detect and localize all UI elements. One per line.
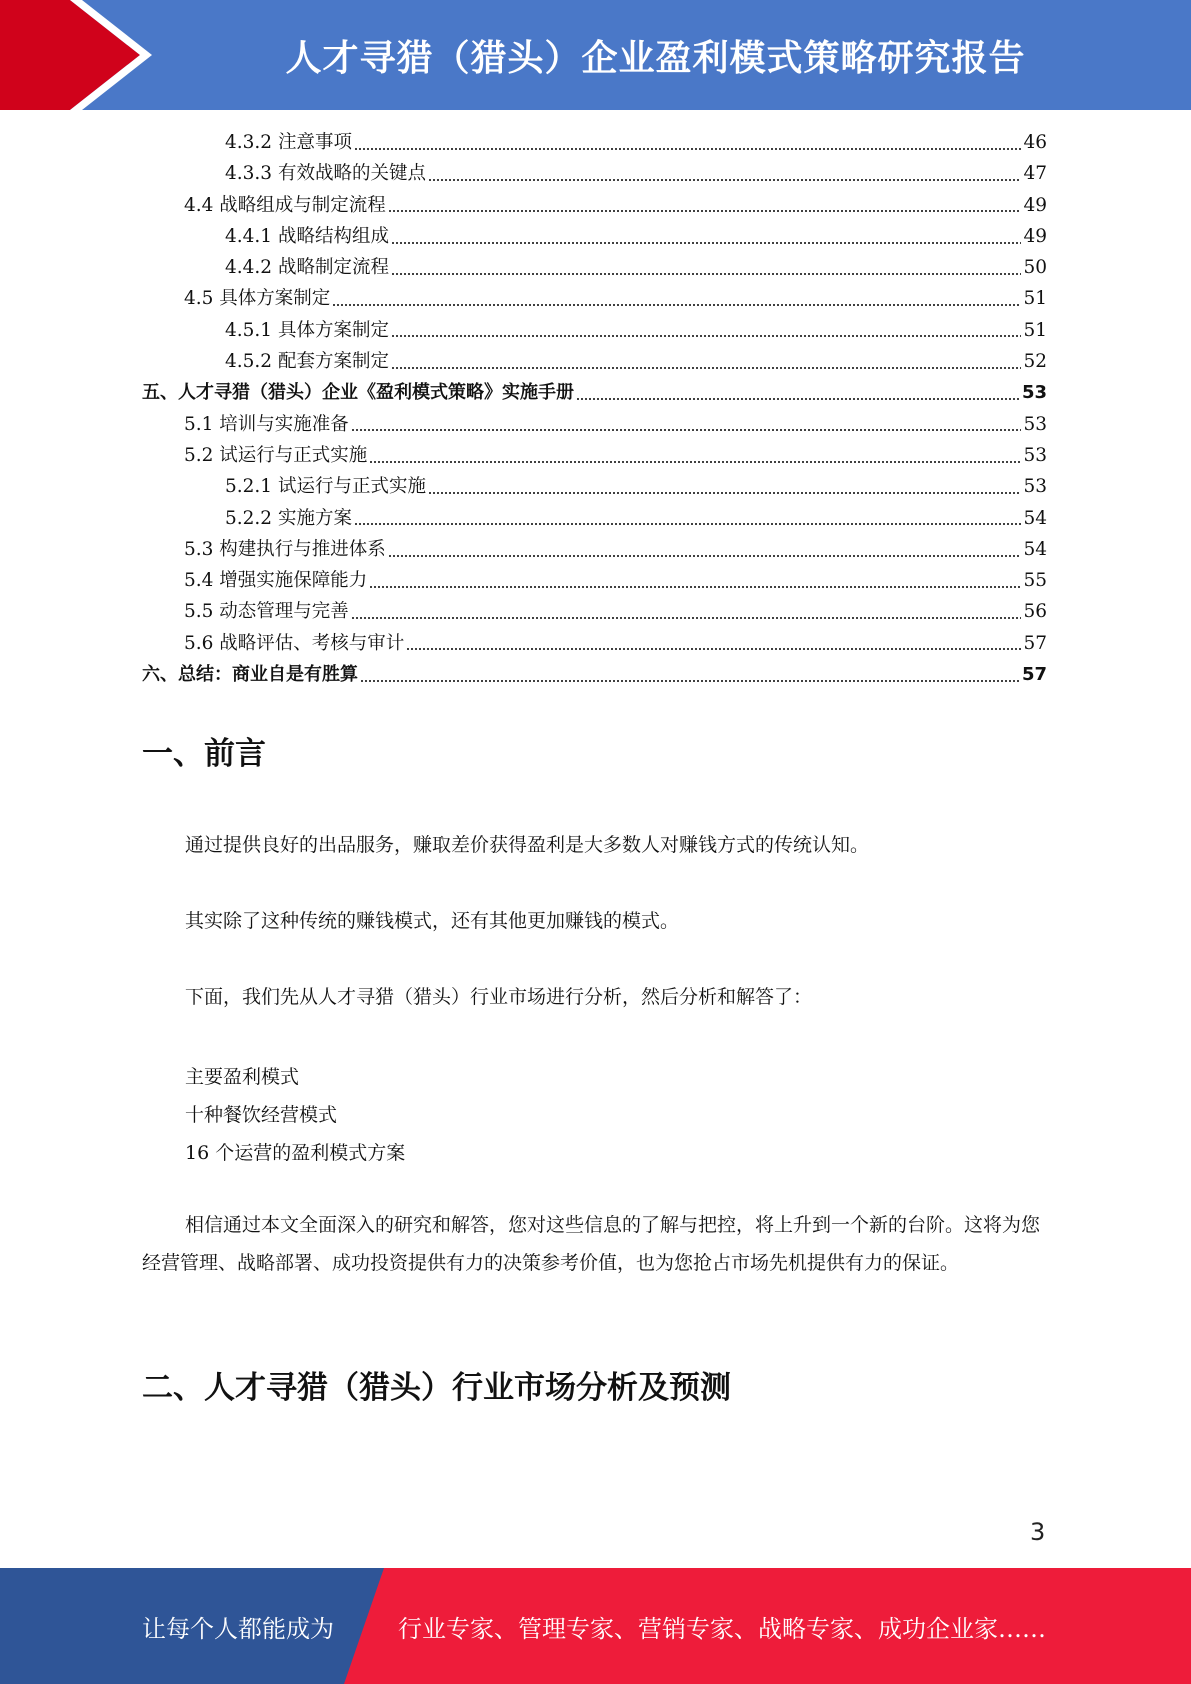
toc-leader-dots <box>388 210 1022 212</box>
toc-entry-label: 5.5 动态管理与完善 <box>184 601 349 623</box>
toc-entry[interactable] <box>142 409 1047 440</box>
toc-leader-dots <box>354 523 1022 525</box>
toc-entry-label: 5.3 构建执行与推进体系 <box>184 538 386 560</box>
toc-leader-dots <box>391 335 1021 337</box>
toc-entry-page: 49 <box>1023 225 1047 247</box>
toc-leader-dots <box>351 429 1022 431</box>
toc-entry-page: 53 <box>1023 476 1047 498</box>
toc-entry[interactable] <box>142 190 1047 221</box>
toc-leader-dots <box>391 367 1021 369</box>
list-item: 十种餐饮经营模式 <box>185 1104 338 1126</box>
toc-entry-label: 5.6 战略评估、考核与审计 <box>184 632 405 654</box>
toc-entry[interactable] <box>142 565 1047 596</box>
toc-leader-dots <box>428 492 1021 494</box>
red-chevron-icon <box>0 0 160 110</box>
toc-entry-page: 55 <box>1023 570 1047 592</box>
toc-entry-label: 4.4.1 战略结构组成 <box>225 225 389 247</box>
list-item: 16 个运营的盈利模式方案 <box>185 1142 406 1164</box>
toc-entry-label: 4.4.2 战略制定流程 <box>225 257 389 279</box>
toc-entry[interactable] <box>142 377 1047 408</box>
toc-entry[interactable] <box>142 471 1047 502</box>
page-header <box>0 0 1191 110</box>
toc-entry[interactable] <box>142 252 1047 283</box>
toc-entry-page: 51 <box>1023 319 1047 341</box>
toc-entry-page: 51 <box>1023 288 1047 310</box>
toc-leader-dots <box>391 273 1021 275</box>
toc-entry-label: 4.5 具体方案制定 <box>184 288 331 310</box>
toc-entry-page: 57 <box>1023 632 1047 654</box>
footer-slogan-left: 让每个人都能成为 <box>142 1614 334 1643</box>
toc-entry[interactable] <box>142 440 1047 471</box>
toc-entry-page: 56 <box>1023 601 1047 623</box>
footer-slogan-right: 行业专家、管理专家、营销专家、战略专家、成功企业家…… <box>398 1614 1046 1643</box>
toc-entry-label: 4.5.1 具体方案制定 <box>225 319 389 341</box>
toc-entry[interactable] <box>142 221 1047 252</box>
toc-entry-page: 53 <box>1023 413 1047 435</box>
toc-entry-page: 54 <box>1023 507 1047 529</box>
toc-leader-dots <box>428 179 1021 181</box>
toc-leader-dots <box>360 680 1020 682</box>
toc-entry[interactable] <box>142 628 1047 659</box>
toc-leader-dots <box>369 461 1021 463</box>
toc-entry-label: 5.2.2 实施方案 <box>225 507 352 529</box>
toc-entry[interactable] <box>142 659 1047 690</box>
page-footer <box>0 1568 1191 1684</box>
toc-entry-label: 五、人才寻猎（猎头）企业《盈利模式策略》实施手册 <box>142 382 574 404</box>
toc-entry-label: 六、总结：商业自是有胜算 <box>142 664 358 686</box>
toc-leader-dots <box>351 617 1022 619</box>
toc-leader-dots <box>406 648 1021 650</box>
toc-leader-dots <box>354 148 1022 150</box>
toc-entry-page: 49 <box>1023 194 1047 216</box>
toc-leader-dots <box>332 304 1021 306</box>
toc-leader-dots <box>391 242 1021 244</box>
toc-entry-label: 4.4 战略组成与制定流程 <box>184 194 386 216</box>
toc-entry-page: 54 <box>1023 538 1047 560</box>
list-item: 主要盈利模式 <box>185 1066 300 1088</box>
section-heading-market-analysis: 二、人才寻猎（猎头）行业市场分析及预测 <box>142 1370 731 1406</box>
toc-entry[interactable] <box>142 158 1047 189</box>
toc-entry-label: 5.2 试运行与正式实施 <box>184 444 368 466</box>
toc-entry[interactable] <box>142 596 1047 627</box>
toc-entry-page: 53 <box>1023 444 1047 466</box>
toc-entry[interactable] <box>142 534 1047 565</box>
toc-leader-dots <box>369 586 1021 588</box>
paragraph: 下面，我们先从人才寻猎（猎头）行业市场进行分析，然后分析和解答了： <box>185 986 813 1008</box>
toc-entry-page: 47 <box>1023 163 1047 185</box>
toc-entry-page: 46 <box>1023 132 1047 153</box>
report-title: 人才寻猎（猎头）企业盈利模式策略研究报告 <box>285 37 1026 79</box>
toc-entry[interactable] <box>142 346 1047 377</box>
toc-entry-page: 57 <box>1021 664 1047 686</box>
toc-entry-label: 4.5.2 配套方案制定 <box>225 351 389 373</box>
toc-entry-page: 53 <box>1021 382 1047 404</box>
toc-entry[interactable] <box>142 283 1047 314</box>
paragraph: 相信通过本文全面深入的研究和解答，您对这些信息的了解与把控，将上升到一个新的台阶。这将为您经营管理、战略部署、成功投资提供有力的决策参考价值，也为您抢占市场先机提供有力的保证。 <box>142 1214 1041 1274</box>
toc-entry-page: 50 <box>1023 257 1047 279</box>
toc-entry-page: 52 <box>1023 351 1047 373</box>
toc-entry-label: 5.4 增强实施保障能力 <box>184 570 368 592</box>
toc-entry[interactable] <box>142 315 1047 346</box>
toc-entry-label: 4.3.2 注意事项 <box>225 132 352 153</box>
page-number: 3 <box>1030 1518 1046 1546</box>
section-heading-preface: 一、前言 <box>142 736 266 772</box>
toc-entry-label: 5.1 培训与实施准备 <box>184 413 349 435</box>
toc-entry[interactable] <box>142 503 1047 534</box>
toc-leader-dots <box>388 555 1022 557</box>
toc-leader-dots <box>576 398 1020 400</box>
toc-entry[interactable] <box>142 127 1047 158</box>
paragraph: 其实除了这种传统的赚钱模式，还有其他更加赚钱的模式。 <box>185 910 680 932</box>
toc-entry-label: 4.3.3 有效战略的关键点 <box>225 163 426 185</box>
table-of-contents <box>142 127 1047 690</box>
paragraph: 通过提供良好的出品服务，赚取差价获得盈利是大多数人对赚钱方式的传统认知。 <box>185 834 870 856</box>
toc-entry-label: 5.2.1 试运行与正式实施 <box>225 476 426 498</box>
